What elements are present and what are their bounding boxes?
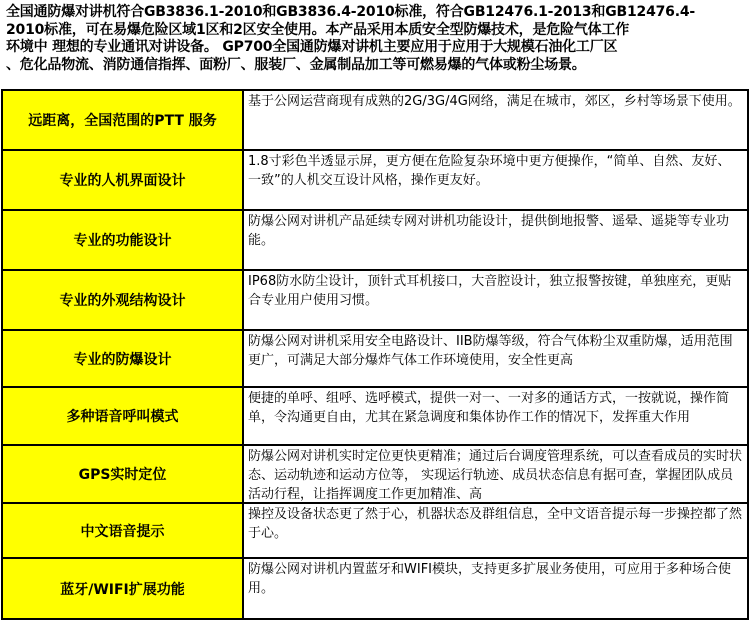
feature-description-cell bbox=[243, 445, 748, 503]
table-row bbox=[2, 150, 748, 210]
feature-label: 专业的外观结构设计 bbox=[2, 270, 243, 330]
intro-paragraph: 全国通防爆对讲机符合GB3836.1-2010和GB3836.4-2010标准，符合GB12476.1-2013和GB12476.4- 2010标准，可在易爆危险区域1区和2区安全使用。本产品采用本质安全型防爆技术，是危险气体工作 环境中 理想的专业通讯对讲设备。 GP700全国通防爆对讲机主要应用于应用于大规模石油化工厂区 、危化品物流、消防通信指挥、面粉厂、服装厂、金属制品加工等可燃易爆的气体或粉尘场景。 bbox=[6, 4, 695, 73]
table-row bbox=[2, 445, 748, 503]
table-row bbox=[2, 387, 748, 445]
feature-description: 基于公网运营商现有成熟的2G/3G/4G网络，满足在城市，郊区，乡村等场景下使用。 bbox=[248, 94, 741, 109]
feature-label: GPS实时定位 bbox=[2, 445, 243, 503]
feature-description-cell bbox=[243, 330, 748, 387]
feature-description: IP68防水防尘设计，顶针式耳机接口，大音腔设计，独立报警按键，单独座充，更贴合专业用户使用习惯。 bbox=[248, 274, 732, 308]
feature-label: 中文语音提示 bbox=[2, 503, 243, 558]
feature-description-cell bbox=[243, 150, 748, 210]
table-row bbox=[2, 90, 748, 150]
feature-description-cell bbox=[243, 503, 748, 558]
feature-description: 防爆公网对讲机采用安全电路设计、IIB防爆等级，符合气体粉尘双重防爆，适用范围更广，可满足大部分爆炸气体工作环境使用，安全性更高 bbox=[248, 334, 733, 368]
feature-description-cell bbox=[243, 210, 748, 270]
feature-description-cell bbox=[243, 387, 748, 445]
feature-label: 专业的人机界面设计 bbox=[2, 150, 243, 210]
feature-description: 操控及设备状态更了然于心，机器状态及群组信息，全中文语音提示每一步操控都了然于心。 bbox=[248, 507, 743, 541]
feature-label: 蓝牙/WIFI扩展功能 bbox=[2, 558, 243, 619]
feature-label: 多种语音呼叫模式 bbox=[2, 387, 243, 445]
feature-description: 便捷的单呼、组呼、选呼模式，提供一对一、一对多的通话方式，一按就说，操作简单，令沟通更自由，尤其在紧急调度和集体协作工作的情况下，发挥重大作用 bbox=[248, 391, 730, 425]
feature-description: 防爆公网对讲机产品延续专网对讲机功能设计，提供倒地报警、遥晕、遥毙等专业功能。 bbox=[248, 214, 730, 248]
feature-label: 远距离，全国范围的PTT 服务 bbox=[2, 90, 243, 150]
table-row bbox=[2, 503, 748, 558]
feature-description-cell bbox=[243, 90, 748, 150]
table-row bbox=[2, 330, 748, 387]
feature-description: 防爆公网对讲机内置蓝牙和WIFI模块，支持更多扩展业务使用，可应用于多种场合使用。 bbox=[248, 562, 732, 596]
table-row bbox=[2, 210, 748, 270]
feature-label: 专业的功能设计 bbox=[2, 210, 243, 270]
feature-table bbox=[1, 89, 749, 620]
feature-description: 1.8寸彩色半透显示屏，更方便在危险复杂环境中更方便操作，“简单、自然、友好、一致”的人机交互设计风格，操作更友好。 bbox=[248, 154, 731, 188]
feature-description: 防爆公网对讲机实时定位更快更精准；通过后台调度管理系统，可以查看成员的实时状态、运动轨迹和运动方位等， 实现运行轨迹、成员状态信息有据可查，掌握团队成员活动行程，让指挥调度工作更加精准、高 bbox=[248, 449, 743, 502]
feature-description-cell bbox=[243, 270, 748, 330]
feature-label: 专业的防爆设计 bbox=[2, 330, 243, 387]
table-row bbox=[2, 270, 748, 330]
